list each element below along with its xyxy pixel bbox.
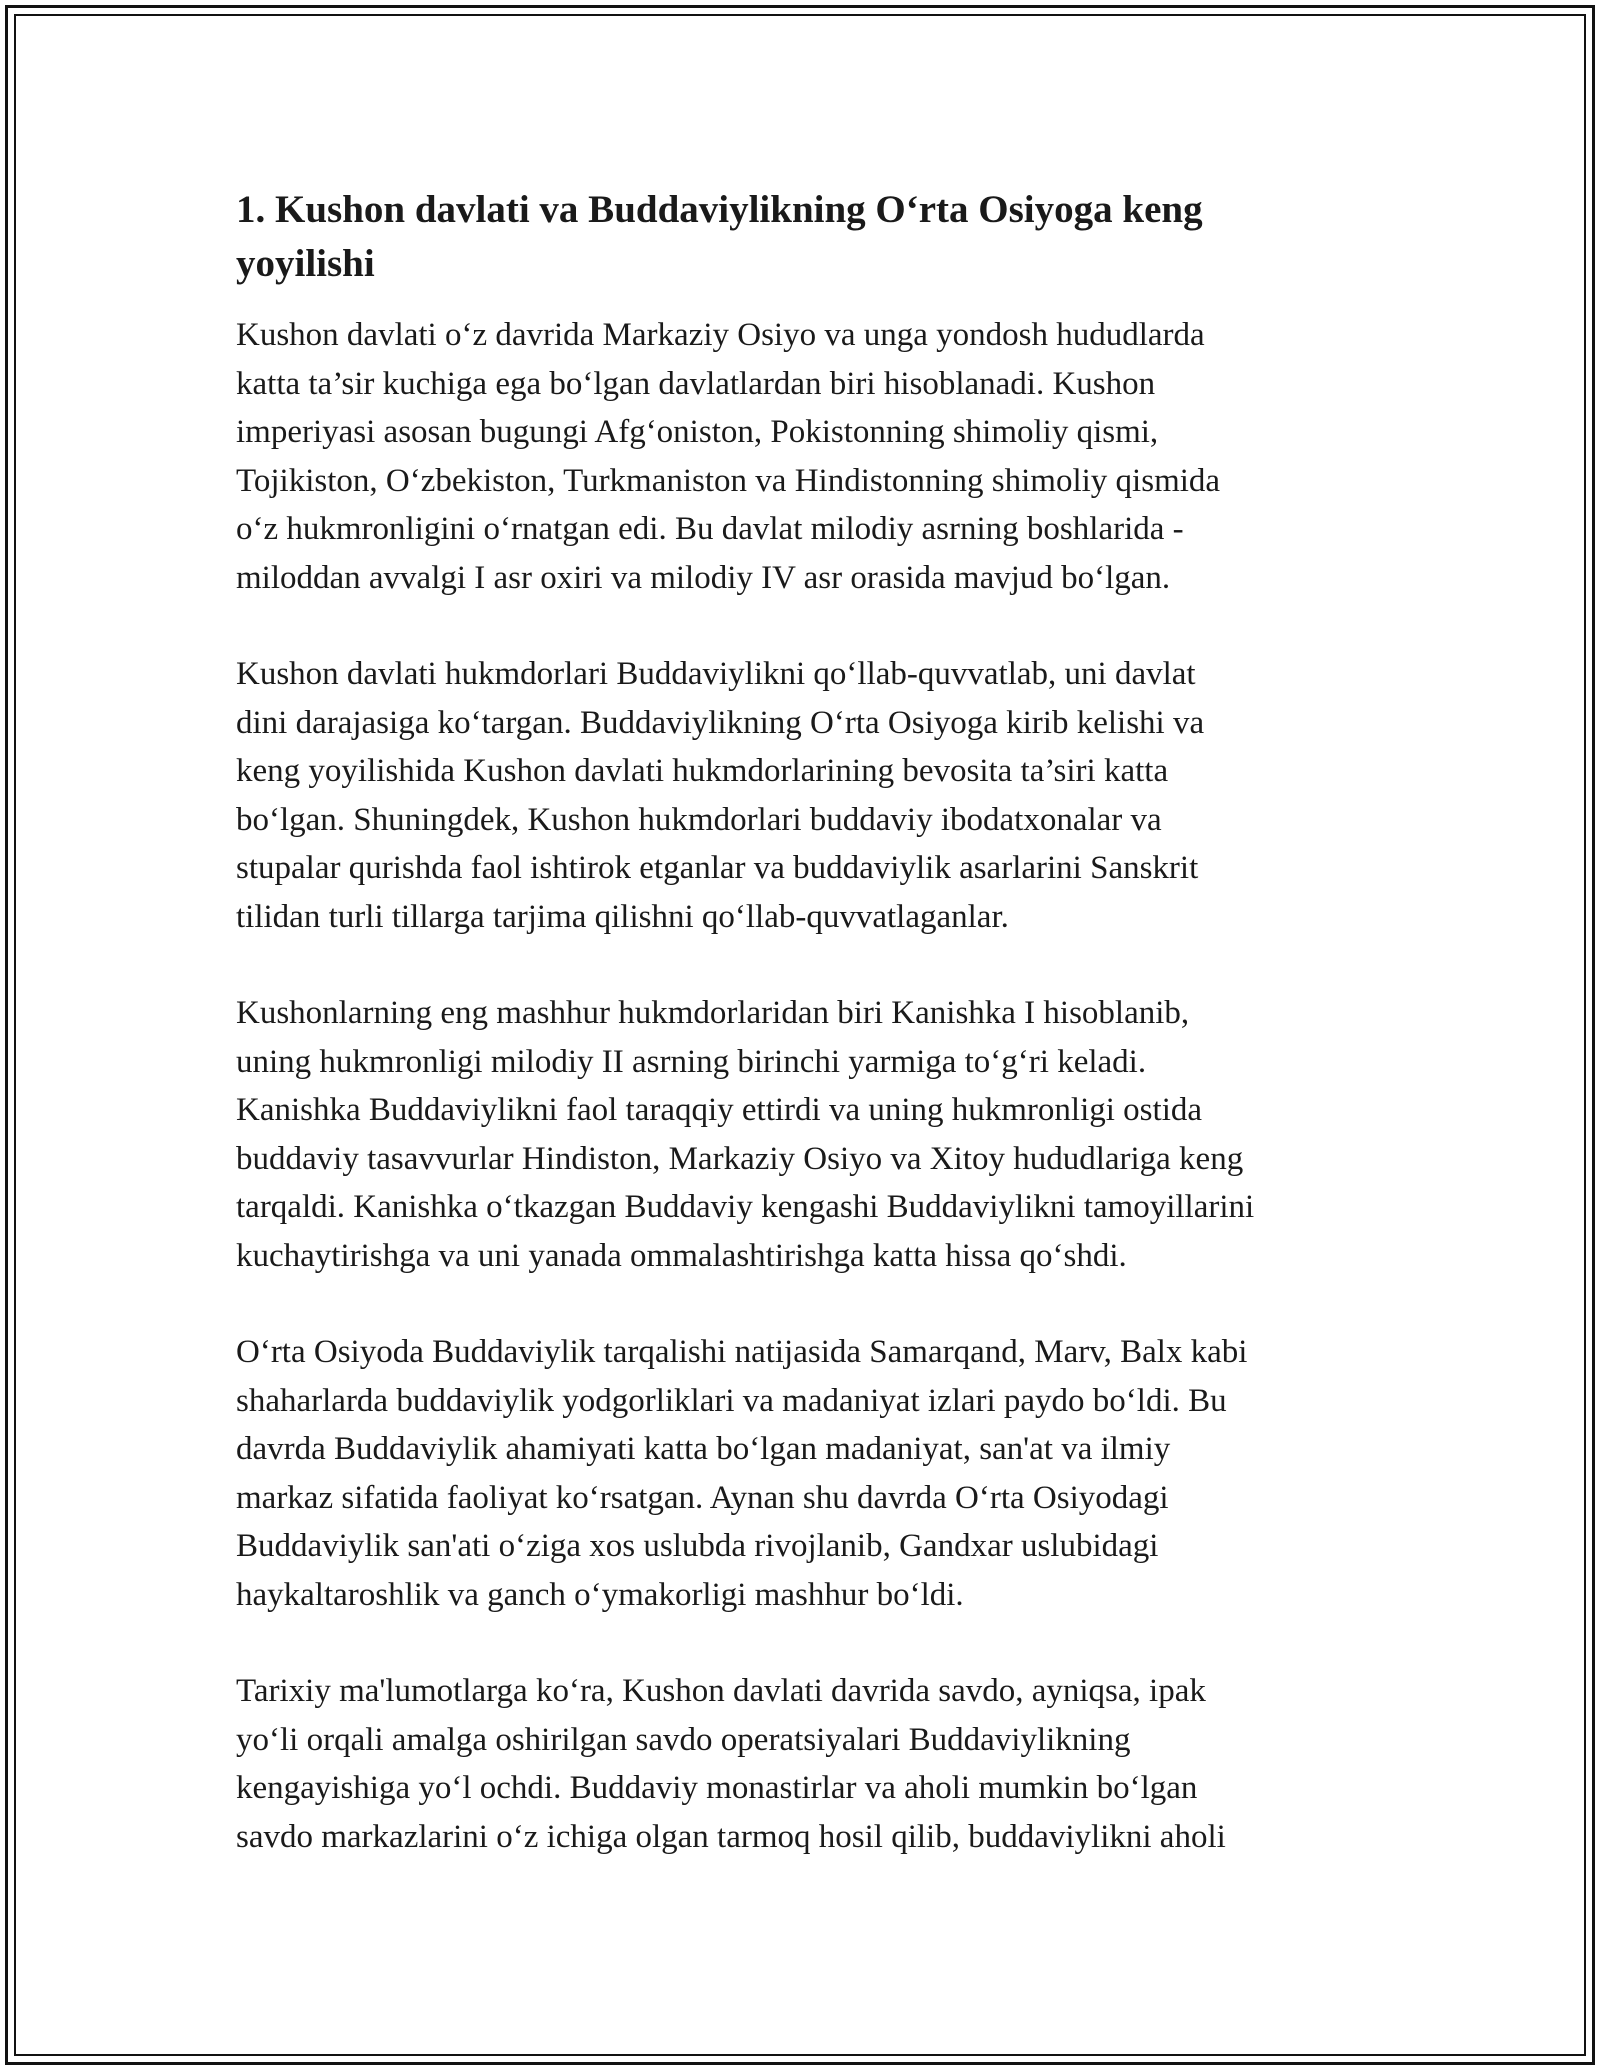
text-line: Tojikiston, O‘zbekiston, Turkmaniston va Hindistonning shimoliy qismida [236,462,1221,499]
section-heading [236,183,1366,291]
text-line: keng yoyilishida Kushon davlati hukmdorlarining bevosita ta’siri katta [236,753,1169,789]
text-line: o‘z hukmronligini o‘rnatgan edi. Bu davlat milodiy asrning boshlarida - [236,511,1184,547]
text-line: shaharlarda buddaviylik yodgorliklari va madaniyat izlari paydo bo‘ldi. Bu [236,1382,1227,1419]
paragraph-2 [236,650,1366,941]
text-line: tarqaldi. Kanishka o‘tkazgan Buddaviy kengashi Buddaviylikni tamoyillarini [236,1189,1255,1225]
text-line: davrda Buddaviylik ahamiyati katta bo‘lgan madaniyat, san'at va ilmiy [236,1431,1171,1467]
paragraph-5 [236,1667,1366,1861]
text-line: kengayishiga yo‘l ochdi. Buddaviy monastirlar va aholi mumkin bo‘lgan [236,1770,1198,1806]
text-line: buddaviy tasavvurlar Hindiston, Markaziy Osiyo va Xitoy hududlariga keng [236,1140,1244,1177]
text-line: uning hukmronligi milodiy II asrning birinchi yarmiga to‘g‘ri keladi. [236,1043,1147,1080]
heading-line: 1. Kushon davlati va Buddaviylikning O‘rta Osiyoga keng [236,188,1203,231]
text-line: savdo markazlarini o‘z ichiga olgan tarmoq hosil qilib, buddaviylikni aholi [236,1818,1226,1855]
paragraph-4 [236,1328,1366,1619]
text-line: kuchaytirishga va uni yanada ommalashtirishga katta hissa qo‘shdi. [236,1237,1127,1274]
text-line: katta ta’sir kuchiga ega bo‘lgan davlatlardan biri hisoblanadi. Kushon [236,365,1156,402]
text-line: Kushonlarning eng mashhur hukmdorlaridan biri Kanishka I hisoblanib, [236,995,1190,1031]
text-line: haykaltaroshlik va ganch o‘ymakorligi mashhur bo‘ldi. [236,1576,964,1613]
heading-line: yoyilishi [236,242,375,285]
text-line: O‘rta Osiyoda Buddaviylik tarqalishi natijasida Samarqand, Marv, Balx kabi [236,1334,1248,1370]
text-line: Kushon davlati hukmdorlari Buddaviylikni qo‘llab-quvvatlab, uni davlat [236,656,1196,692]
document-body [236,183,1366,1909]
text-line: yo‘li orqali amalga oshirilgan savdo operatsiyalari Buddaviylikning [236,1721,1131,1758]
text-line: dini darajasiga ko‘targan. Buddaviylikning O‘rta Osiyoga kirib kelishi va [236,704,1205,741]
text-line: Buddaviylik san'ati o‘ziga xos uslubda rivojlanib, Gandxar uslubidagi [236,1528,1159,1564]
text-line: miloddan avvalgi I asr oxiri va milodiy IV asr orasida mavjud bo‘lgan. [236,559,1171,596]
text-line: stupalar qurishda faol ishtirok etganlar va buddaviylik asarlarini Sanskrit [236,850,1199,886]
text-line: imperiyasi asosan bugungi Afg‘oniston, Pokistonning shimoliy qismi, [236,414,1159,450]
text-line: tilidan turli tillarga tarjima qilishni qo‘llab-quvvatlaganlar. [236,898,1009,935]
text-line: bo‘lgan. Shuningdek, Kushon hukmdorlari buddaviy ibodatxonalar va [236,801,1162,838]
paragraph-1 [236,311,1366,602]
text-line: Tarixiy ma'lumotlarga ko‘ra, Kushon davlati davrida savdo, ayniqsa, ipak [236,1673,1206,1709]
text-line: Kanishka Buddaviylikni faol taraqqiy ettirdi va uning hukmronligi ostida [236,1092,1203,1128]
text-line: markaz sifatida faoliyat ko‘rsatgan. Aynan shu davrda O‘rta Osiyodagi [236,1479,1169,1516]
paragraph-3 [236,989,1366,1280]
text-line: Kushon davlati o‘z davrida Markaziy Osiyo va unga yondosh hududlarda [236,317,1205,353]
